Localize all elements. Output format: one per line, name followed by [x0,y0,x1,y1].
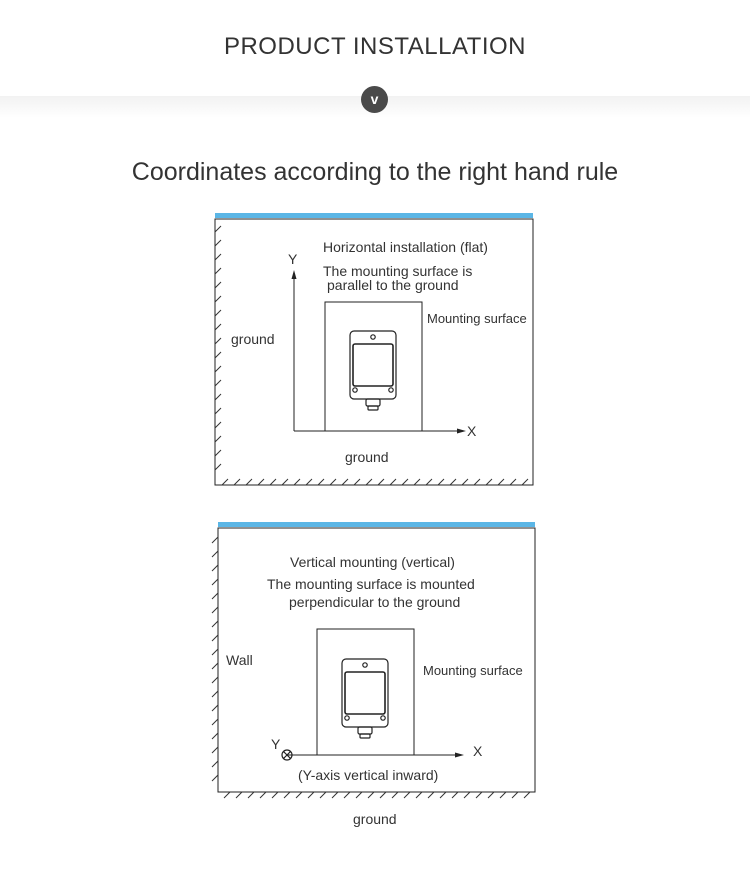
y-axis-arrow [292,270,297,279]
horizontal-desc-line1: The mounting surface is [323,263,473,279]
diagram-frame [215,219,533,485]
vertical-title: Vertical mounting (vertical) [290,554,455,570]
section-subtitle: Coordinates according to the right hand rule [131,158,619,186]
y-axis-label: Y [288,251,298,267]
accent-bar [218,522,535,527]
x-axis-arrow [455,753,464,758]
sensor-device-icon [350,331,396,410]
x-axis-label: X [473,743,483,759]
ground-left-label: ground [231,331,275,347]
mounting-surface-label: Mounting surface [423,663,523,678]
chevron-down-icon: v [361,86,388,113]
left-hatch [212,537,218,781]
ground-bottom-label: ground [345,449,389,465]
wall-label: Wall [226,652,253,668]
bottom-hatch [224,792,530,798]
mounting-surface-rect [325,302,422,431]
bottom-hatch [222,479,528,485]
horizontal-title: Horizontal installation (flat) [323,239,488,255]
vertical-desc-line1: The mounting surface is mounted [267,576,475,592]
page-title: PRODUCT INSTALLATION [223,33,527,60]
mounting-surface-rect [317,629,414,755]
x-axis-arrow [457,429,466,434]
ground-below-label: ground [353,811,397,827]
y-axis-label: Y [271,736,281,752]
horizontal-desc-line2: parallel to the ground [327,277,459,293]
x-axis-label: X [467,423,477,439]
mounting-surface-label: Mounting surface [427,311,527,326]
axis-note: (Y-axis vertical inward) [298,767,439,783]
left-hatch [215,226,221,470]
sensor-device-icon [342,659,388,738]
accent-bar [215,213,533,218]
vertical-desc-line2: perpendicular to the ground [289,594,461,610]
